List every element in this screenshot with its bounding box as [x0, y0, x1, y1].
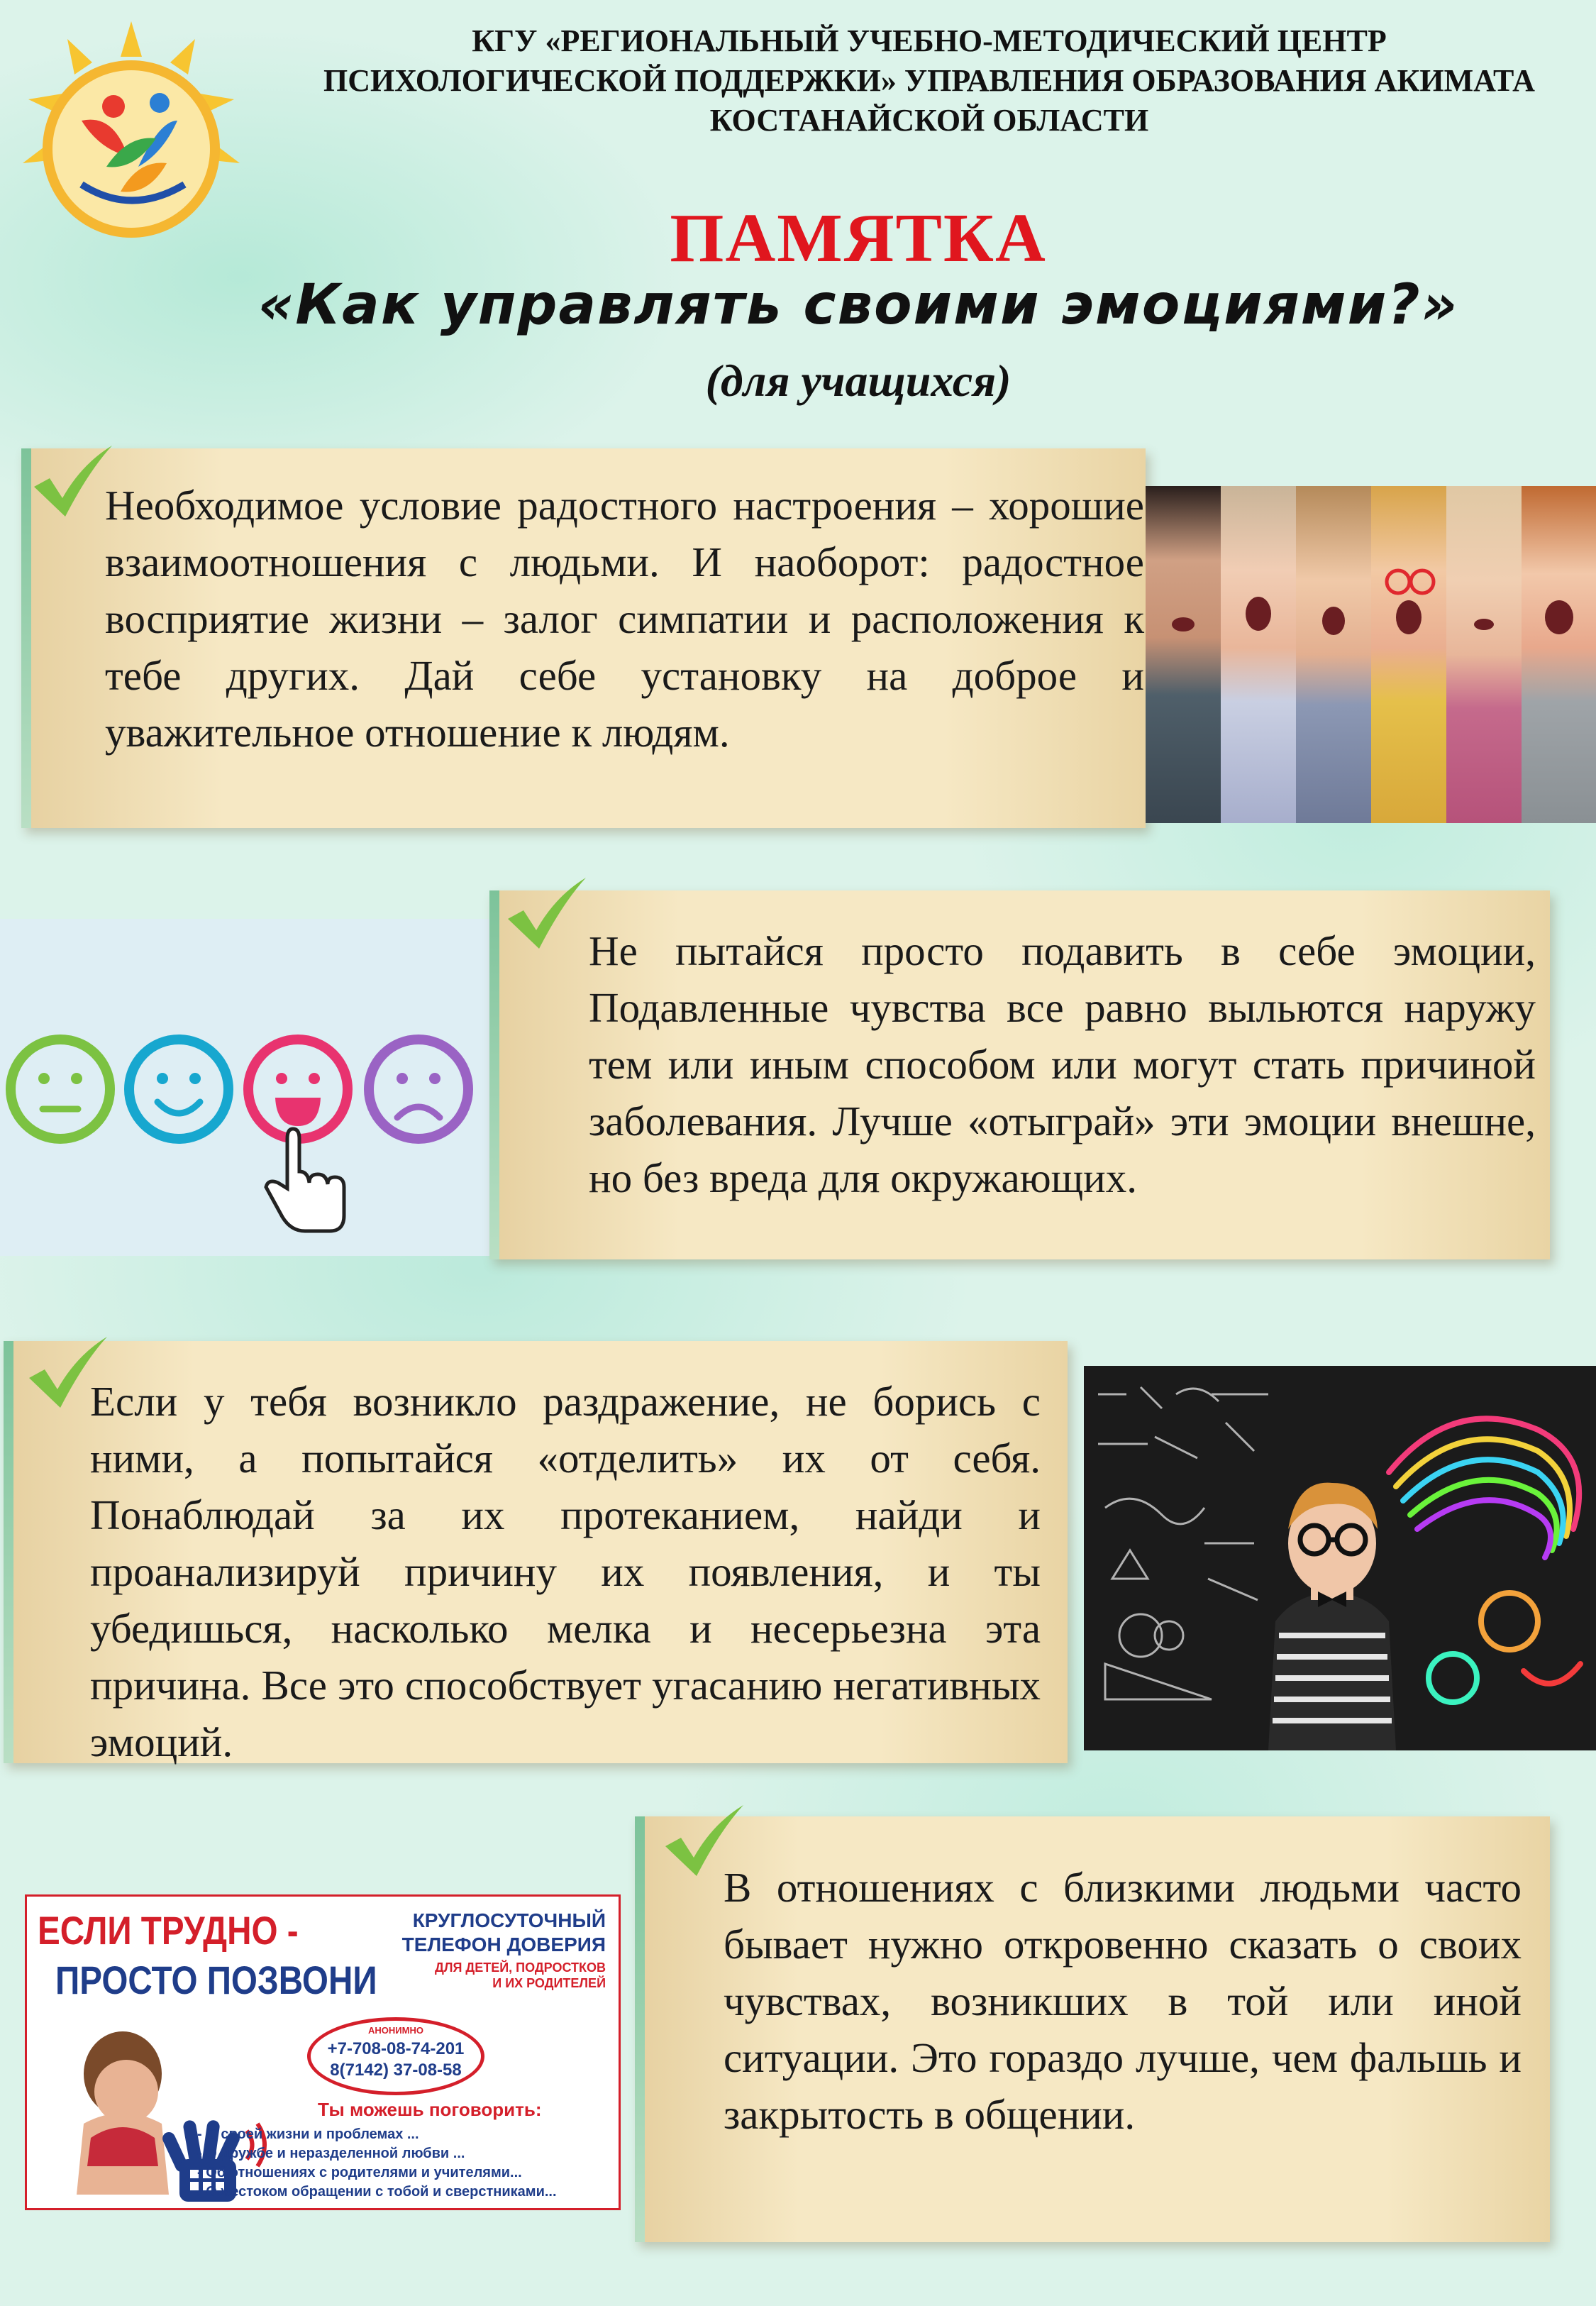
logo — [14, 14, 248, 248]
happy-face-icon — [248, 1039, 348, 1139]
phone-number-2: 8(7142) 37-08-58 — [330, 2060, 462, 2080]
topics-list — [197, 2125, 557, 2202]
document-type: ПАМЯТКА — [670, 200, 1047, 277]
sun-logo-icon — [14, 14, 248, 248]
organization-name — [270, 21, 1589, 140]
banner-headline-2: ПРОСТО ПОЗВОНИ — [55, 1958, 377, 2002]
topic-item: - О своей жизни и проблемах ... — [197, 2126, 419, 2142]
pointer-hand-icon — [266, 1129, 344, 1231]
org-line: КОСТАНАЙСКОЙ ОБЛАСТИ — [709, 103, 1149, 138]
photo-chalkboard-boy — [1084, 1366, 1596, 1750]
tip-text: Не пытайся просто подавить в себе эмоции, Подавленные чувства все равно выльются наружу тем или иным способом или могут стать причиной заболевания. Лучше «отыграй» эти эмоции внешне, но без вреда для окружающих. — [589, 927, 1536, 1201]
tip-card-2 — [489, 890, 1550, 1259]
hotline-banner — [25, 1894, 621, 2210]
emoji-illustration — [0, 919, 489, 1256]
document-title: «Как управлять своими эмоциями?» — [257, 273, 1459, 337]
check-icon — [502, 875, 587, 953]
topic-item: - О дружбе и неразделенной любви ... — [197, 2146, 465, 2161]
banner-headline-1: ЕСЛИ ТРУДНО - — [38, 1908, 299, 1953]
smile-face-icon — [129, 1039, 228, 1139]
check-icon — [28, 443, 113, 521]
tip-text: Необходимое условие радостного настроения – хорошие взаимоотношения с людьми. И наоборот: радостное восприятие жизни – залог симпатии и расположения к тебе других. Дай себе установку на доброе и уважительное отношение к людям. — [105, 482, 1144, 756]
talk-label: Ты можешь поговорить: — [318, 2099, 542, 2120]
tip-card-1 — [21, 448, 1146, 828]
audience-label-2: И ИХ РОДИТЕЛЕЙ — [492, 1976, 606, 1990]
org-line: ПСИХОЛОГИЧЕСКОЙ ПОДДЕРЖКИ» УПРАВЛЕНИЯ ОБРАЗОВАНИЯ АКИМАТА — [323, 63, 1535, 98]
neutral-face-icon — [11, 1039, 110, 1139]
topic-item: - О жестоком обращении с тобой и сверстниками... — [197, 2184, 557, 2200]
phone-number-1: +7-708-08-74-201 — [327, 2039, 465, 2058]
card-strip — [4, 1341, 13, 1763]
document-subtitle: (для учащихся) — [705, 355, 1012, 406]
sad-face-icon — [369, 1039, 468, 1139]
hotline-label-2: ТЕЛЕФОН ДОВЕРИЯ — [401, 1933, 606, 1955]
tip-text: В отношениях с близкими людьми часто бывает нужно откровенно сказать о своих чувствах, возникших в той или иной ситуации. Это гораздо лучше, чем фальшь и закрытость в общении. — [724, 1864, 1522, 2138]
audience-label-1: ДЛЯ ДЕТЕЙ, ПОДРОСТКОВ — [435, 1960, 606, 1975]
hotline-label-1: КРУГЛОСУТОЧНЫЙ — [412, 1909, 606, 1931]
tip-card-4 — [635, 1816, 1550, 2242]
card-strip — [635, 1816, 645, 2242]
topic-item: - Об отношениях с родителями и учителями... — [197, 2165, 522, 2180]
photo-shouting-kids — [1146, 486, 1596, 823]
kids-faces — [1146, 486, 1596, 823]
org-line: КГУ «РЕГИОНАЛЬНЫЙ УЧЕБНО-МЕТОДИЧЕСКИЙ ЦЕНТР — [472, 23, 1387, 58]
phone-bubble — [307, 2017, 484, 2095]
card-strip — [489, 890, 499, 1259]
tip-card-3 — [4, 1341, 1068, 1763]
tip-text: Если у тебя возникло раздражение, не борись с ними, а попытайся «отделить» их от себя. Понаблюдай за их протеканием, найди и проанализируй причину их появления, и ты убедишься, насколько мелка и несерьезна эта причина. Все это способствует угасанию негативных эмоций. — [90, 1378, 1041, 1765]
anon-label: АНОНИМНО — [368, 2025, 423, 2036]
